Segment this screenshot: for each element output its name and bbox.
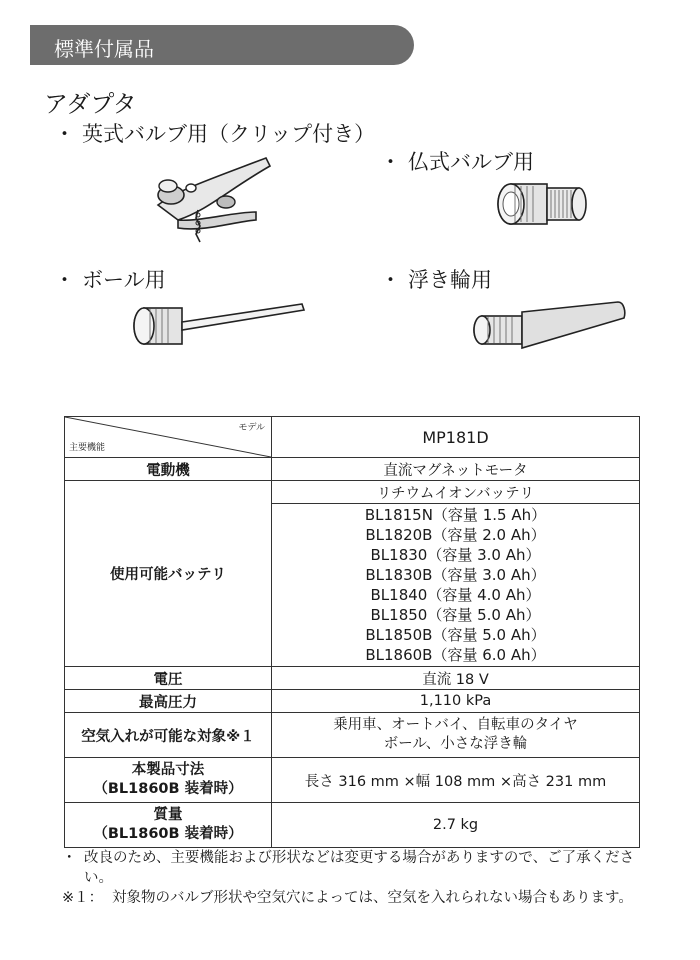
table-row: [65, 803, 640, 848]
item-ball-label: [54, 264, 166, 294]
header-model-label: モデル: [238, 423, 265, 433]
bullet: ・: [54, 122, 75, 146]
row-value-battery-type: リチウムイオンバッテリ: [272, 481, 640, 504]
row-value-motor: 直流マグネットモータ: [272, 458, 640, 481]
battery-item: BL1815N（容量 1.5 Ah）: [364, 506, 547, 524]
mass-label-1: 質量: [153, 807, 183, 823]
row-value-voltage: 直流 18 V: [272, 667, 640, 690]
battery-item: BL1850B（容量 5.0 Ah）: [365, 626, 546, 644]
table-row: [65, 458, 640, 481]
target-line-2: ボール、小さな浮き輪: [383, 736, 528, 752]
french-valve-adapter-illustration: [495, 178, 587, 230]
mass-label-2: （BL1860B 装着時）: [93, 826, 243, 842]
note-text: 改良のため、主要機能および形状などは変更する場合がありますので、ご了承ください。: [84, 850, 635, 886]
item-float-label: [380, 264, 492, 294]
item-label-text: 浮き輪用: [408, 268, 492, 292]
battery-item: BL1830B（容量 3.0 Ah）: [365, 566, 546, 584]
battery-item: BL1860B（容量 6.0 Ah）: [365, 646, 546, 664]
note-text: 対象物のバルブ形状や空気穴によっては、空気を入れられない場合もあります。: [112, 890, 633, 906]
dimensions-label-1: 本製品寸法: [131, 762, 205, 778]
bullet: ・: [380, 268, 401, 292]
footnote-mark: ※１：: [62, 890, 104, 906]
ball-needle-illustration: [128, 298, 308, 350]
bullet: ・: [380, 150, 401, 174]
battery-item: BL1850（容量 5.0 Ah）: [370, 606, 541, 624]
table-row: [65, 713, 640, 758]
battery-item: BL1820B（容量 2.0 Ah）: [365, 526, 546, 544]
row-value-mass: 2.7 kg: [272, 803, 640, 848]
row-label-pressure: 最高圧力: [65, 690, 272, 713]
diagonal-header-cell: [65, 417, 272, 458]
row-label-voltage: 電圧: [65, 667, 272, 690]
table-header-row: [65, 417, 640, 458]
battery-item: BL1830（容量 3.0 Ah）: [370, 546, 541, 564]
section-banner: [30, 25, 414, 65]
notes: [62, 848, 652, 908]
row-label-dimensions: [65, 758, 272, 803]
dimensions-label-2: （BL1860B 装着時）: [93, 781, 243, 797]
row-label-mass: [65, 803, 272, 848]
model-name: MP181D: [272, 417, 640, 458]
table-row: [65, 758, 640, 803]
battery-list: [272, 504, 640, 667]
adapter-heading: アダプタ: [44, 90, 137, 118]
row-label-battery: 使用可能バッテリ: [65, 481, 272, 667]
bullet: ・: [54, 268, 75, 292]
note-bullet: ・: [62, 850, 77, 866]
row-value-dimensions: 長さ 316 mm ×幅 108 mm ×高さ 231 mm: [272, 758, 640, 803]
target-line-1: 乗用車、オートバイ、自転車のタイヤ: [333, 717, 578, 733]
row-label-motor: 電動機: [65, 458, 272, 481]
spec-table: [64, 416, 640, 848]
table-row: [65, 481, 640, 504]
note-improvement: [62, 848, 652, 888]
header-function-label: 主要機能: [69, 443, 106, 453]
note-footnote-1: [62, 888, 652, 908]
table-row: [65, 667, 640, 690]
row-value-pressure: 1,110 kPa: [272, 690, 640, 713]
float-nozzle-illustration: [468, 298, 628, 358]
table-row: [65, 690, 640, 713]
row-label-target: 空気入れが可能な対象※１: [65, 713, 272, 758]
item-french-valve-label: [380, 146, 534, 176]
item-label-text: ボール用: [82, 268, 166, 292]
item-label-text: 仏式バルブ用: [408, 150, 534, 174]
row-value-target: [272, 713, 640, 758]
battery-item: BL1840（容量 4.0 Ah）: [370, 586, 541, 604]
section-title: 標準付属品: [54, 37, 154, 61]
clip-adapter-illustration: [138, 150, 278, 245]
item-label-text: 英式バルブ用（クリップ付き）: [82, 122, 376, 146]
item-english-valve-label: [54, 118, 375, 148]
